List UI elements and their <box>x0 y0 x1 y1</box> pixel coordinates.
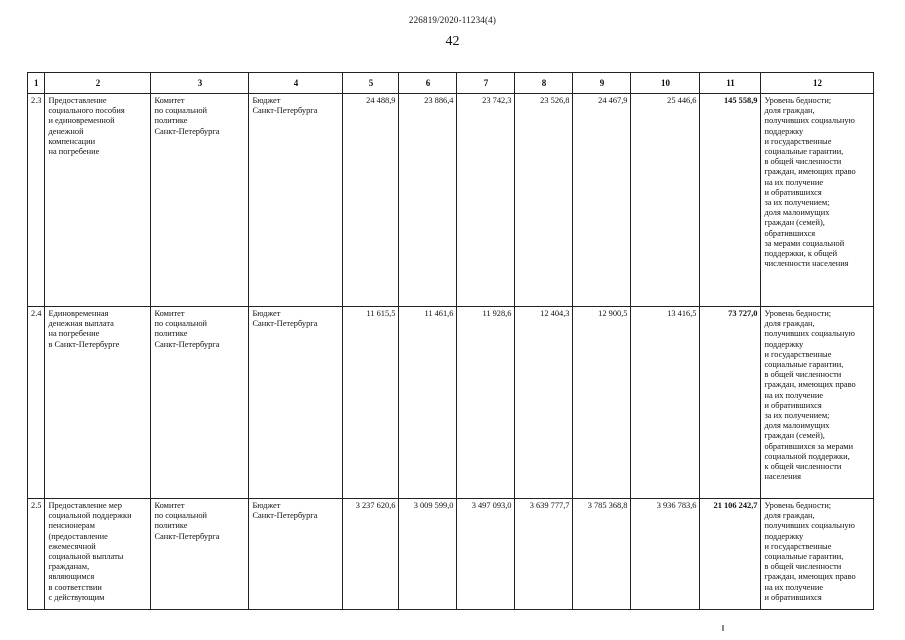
amount-cell: 24 467,9 <box>573 94 631 307</box>
total-cell: 145 558,9 <box>700 94 761 307</box>
amount-cell: 23 886,4 <box>399 94 457 307</box>
column-header: 4 <box>249 73 343 94</box>
amount-cell: 11 928,6 <box>457 307 515 499</box>
amount-cell: 24 488,9 <box>343 94 399 307</box>
amount-cell: 3 497 093,0 <box>457 499 515 610</box>
amount-cell: 3 936 783,6 <box>631 499 700 610</box>
total-cell: 73 727,0 <box>700 307 761 499</box>
column-header: 7 <box>457 73 515 94</box>
column-header: 8 <box>515 73 573 94</box>
table-header-row <box>28 73 874 94</box>
funding-source-cell: Бюджет Санкт-Петербурга <box>249 94 343 307</box>
indicators-cell: Уровень бедности; доля граждан, получивших социальную поддержку и государственные социальные гарантии, в общей численности граждан, имеющих право на их получение и обратившихся <box>761 499 874 610</box>
indicators-cell: Уровень бедности; доля граждан, получивших социальную поддержку и государственные социальные гарантии, в общей численности граждан, имеющих право на их получение и обратившихся за их получением; доля малоимущих граждан (семей), обратившихся за мерами социальной поддержки, к общей численности населения <box>761 307 874 499</box>
column-header: 10 <box>631 73 700 94</box>
measure-name: Предоставление социального пособия и единовременной денежной компенсации на погребение <box>45 94 151 307</box>
column-header: 3 <box>151 73 249 94</box>
amount-cell: 23 526,8 <box>515 94 573 307</box>
amount-cell: 12 900,5 <box>573 307 631 499</box>
column-header: 2 <box>45 73 151 94</box>
executor-cell: Комитет по социальной политике Санкт-Петербурга <box>151 499 249 610</box>
row-index: 2.4 <box>28 307 45 499</box>
page-number: 42 <box>445 34 460 49</box>
column-header: 12 <box>761 73 874 94</box>
table-row <box>28 499 874 610</box>
amount-cell: 13 416,5 <box>631 307 700 499</box>
column-header: 9 <box>573 73 631 94</box>
amount-cell: 12 404,3 <box>515 307 573 499</box>
amount-cell: 11 461,6 <box>399 307 457 499</box>
amount-cell: 25 446,6 <box>631 94 700 307</box>
amount-cell: 3 785 368,8 <box>573 499 631 610</box>
amount-cell: 23 742,3 <box>457 94 515 307</box>
document-id: 226819/2020-11234(4) <box>408 15 497 25</box>
column-header: 11 <box>700 73 761 94</box>
funding-source-cell: Бюджет Санкт-Петербурга <box>249 499 343 610</box>
budget-table <box>27 72 874 610</box>
table-row <box>28 307 874 499</box>
executor-cell: Комитет по социальной политике Санкт-Петербурга <box>151 94 249 307</box>
column-header: 5 <box>343 73 399 94</box>
measure-name: Предоставление мер социальной поддержки пенсионерам (предоставление ежемесячной социальной выплаты гражданам, являющимся в соответствии с действующим <box>45 499 151 610</box>
amount-cell: 3 639 777,7 <box>515 499 573 610</box>
column-header: 6 <box>399 73 457 94</box>
amount-cell: 11 615,5 <box>343 307 399 499</box>
total-cell: 21 106 242,7 <box>700 499 761 610</box>
column-header: 1 <box>28 73 45 94</box>
amount-cell: 3 009 599,0 <box>399 499 457 610</box>
scan-artifact <box>722 625 724 631</box>
amount-cell: 3 237 620,6 <box>343 499 399 610</box>
table-row <box>28 94 874 307</box>
measure-name: Единовременная денежная выплата на погребение в Санкт-Петербурге <box>45 307 151 499</box>
indicators-cell: Уровень бедности; доля граждан, получивших социальную поддержку и государственные социальные гарантии, в общей численности граждан, имеющих право на их получение и обратившихся за их получением; доля малоимущих граждан (семей), обратившихся за мерами социальной поддержки, к общей численности населения <box>761 94 874 307</box>
funding-source-cell: Бюджет Санкт-Петербурга <box>249 307 343 499</box>
row-index: 2.3 <box>28 94 45 307</box>
row-index: 2.5 <box>28 499 45 610</box>
executor-cell: Комитет по социальной политике Санкт-Петербурга <box>151 307 249 499</box>
